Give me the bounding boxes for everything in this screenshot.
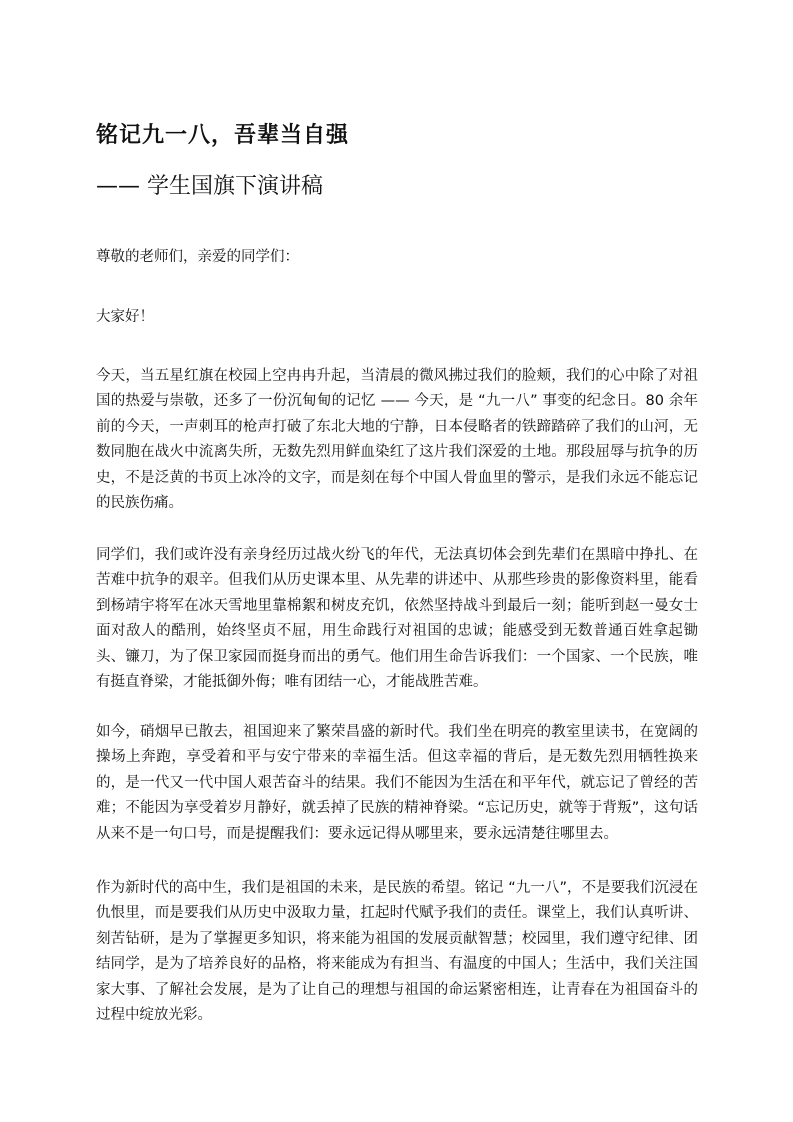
body-paragraph-4: 作为新时代的高中生，我们是祖国的未来，是民族的希望。铭记 “九一八”，不是要我们沉浸在仇恨里，而是要我们从历史中汲取力量，扛起时代赋予我们的责任。课堂上，我们认真听讲、刻苦钻研，是为了掌握更多知识，将来能为祖国的发展贡献智慧；校园里，我们遵守纪律、团结同学，是为了培养良好的品格，将来能成为有担当、有温度的中国人；生活中，我们关注国家大事、了解社会发展，是为了让自己的理想与祖国的命运紧密相连，让青春在为祖国奋斗的过程中绽放光彩。 bbox=[96, 880, 698, 1024]
body-paragraph-1: 今天，当五星红旗在校园上空冉冉升起，当清晨的微风拂过我们的脸颊，我们的心中除了对祖国的热爱与崇敬，还多了一份沉甸甸的记忆 —— 今天，是 “九一八” 事变的纪念日。80 余年前的今天，一声刺耳的枪声打破了东北大地的宁静，日本侵略者的铁蹄踏碎了我们的山河，无数同胞在战火中流离失所，无数先烈用鲜血染红了这片我们深爱的土地。那段屈辱与抗争的历史，不是泛黄的书页上冰冷的文字，而是刻在每个中国人骨血里的警示，是我们永远不能忘记的民族伤痛。 bbox=[96, 368, 698, 512]
document-subtitle: —— 学生国旗下演讲稿 bbox=[96, 174, 323, 199]
body-paragraph-3: 如今，硝烟早已散去，祖国迎来了繁荣昌盛的新时代。我们坐在明亮的教室里读书，在宽阔的操场上奔跑，享受着和平与安宁带来的幸福生活。但这幸福的背后，是无数先烈用牺牲换来的，是一代又一代中国人艰苦奋斗的结果。我们不能因为生活在和平年代，就忘记了曾经的苦难；不能因为享受着岁月静好，就丢掉了民族的精神脊梁。“忘记历史，就等于背叛”，这句话从来不是一句口号，而是提醒我们：要永远记得从哪里来，要永远清楚往哪里去。 bbox=[96, 724, 698, 842]
hello-line: 大家好！ bbox=[96, 309, 154, 325]
document-page bbox=[96, 0, 698, 1122]
greeting-line: 尊敬的老师们，亲爱的同学们： bbox=[96, 249, 299, 265]
body-paragraph-2: 同学们，我们或许没有亲身经历过战火纷飞的年代，无法真切体会到先辈们在黑暗中挣扎、在苦难中抗争的艰辛。但我们从历史课本里、从先辈的讲述中、从那些珍贵的影像资料里，能看到杨靖宇将军在冰天雪地里靠棉絮和树皮充饥，依然坚持战斗到最后一刻；能听到赵一曼女士面对敌人的酷刑，始终坚贞不屈，用生命践行对祖国的忠诚；能感受到无数普通百姓拿起锄头、镰刀，为了保卫家园而挺身而出的勇气。他们用生命告诉我们：一个国家、一个民族，唯有挺直脊梁，才能抵御外侮；唯有团结一心，才能战胜苦难。 bbox=[96, 547, 698, 691]
document-title: 铭记九一八，吾辈当自强 bbox=[96, 123, 350, 148]
